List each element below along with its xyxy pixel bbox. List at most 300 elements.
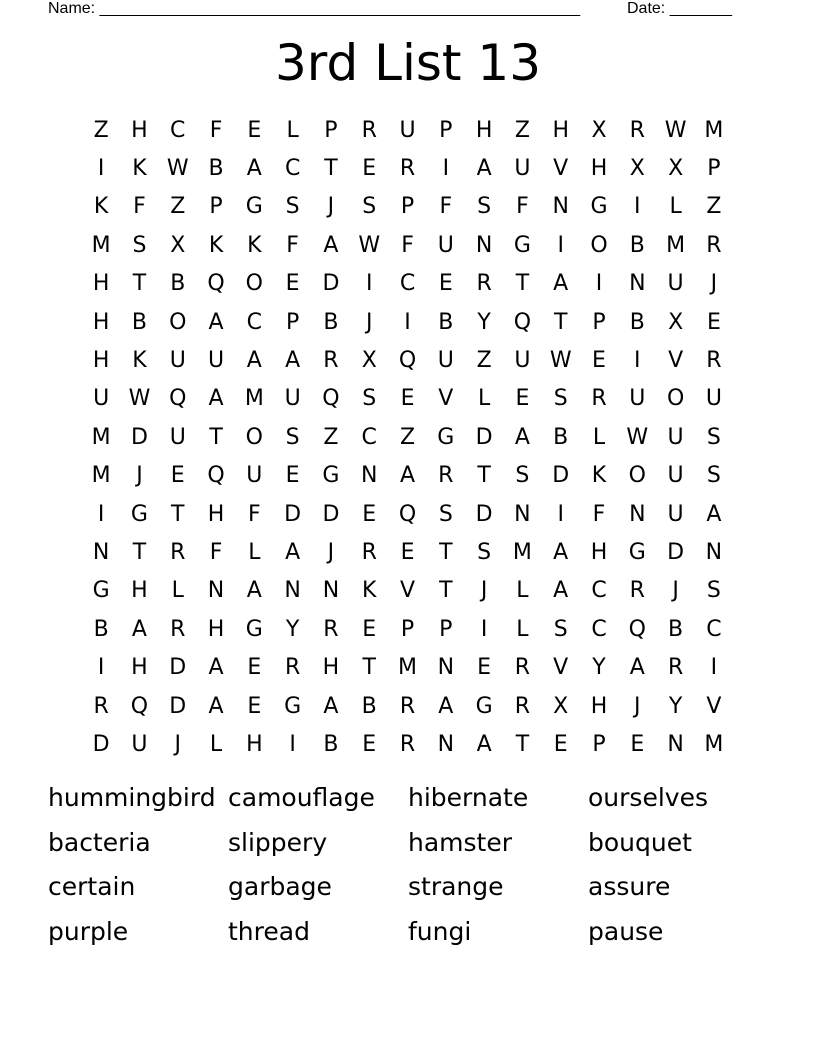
- grid-letter: S: [362, 194, 377, 220]
- grid-letter: R: [667, 655, 684, 681]
- grid-letter: A: [323, 232, 339, 258]
- grid-letter: W: [626, 424, 649, 450]
- grid-letter: H: [131, 117, 148, 143]
- word-list: [48, 778, 768, 956]
- grid-letter: Y: [477, 309, 491, 335]
- grid-letter: N: [92, 539, 110, 565]
- grid-letter: M: [512, 539, 532, 565]
- word-list-item: slippery: [228, 827, 328, 857]
- grid-letter: L: [171, 578, 184, 604]
- grid-letter: T: [515, 271, 530, 297]
- grid-letter: G: [130, 501, 148, 527]
- grid-letter: A: [246, 578, 262, 604]
- grid-letter: E: [362, 156, 377, 182]
- grid-letter: B: [323, 309, 339, 335]
- word-list-item: ourselves: [588, 783, 708, 812]
- grid-letter: U: [437, 348, 454, 374]
- grid-letter: M: [704, 731, 724, 757]
- grid-letter: A: [399, 463, 416, 489]
- grid-letter: R: [399, 156, 416, 182]
- grid-letter: B: [93, 616, 109, 642]
- grid-letter: P: [592, 731, 606, 757]
- grid-letter: D: [169, 693, 187, 719]
- grid-letter: G: [475, 693, 493, 719]
- word-list-item: camouflage: [228, 783, 375, 812]
- grid-letter: A: [514, 424, 530, 450]
- grid-letter: D: [552, 463, 570, 489]
- grid-letter: D: [475, 501, 493, 527]
- grid-letter: Y: [668, 693, 683, 719]
- grid-letter: Q: [628, 616, 646, 642]
- grid-letter: E: [438, 271, 453, 297]
- grid-letter: O: [590, 232, 608, 258]
- grid-letter: L: [669, 194, 682, 220]
- name-field: Name: ______________________________________________________: [48, 0, 581, 17]
- word-list-item: bouquet: [588, 827, 692, 857]
- grid-letter: U: [169, 348, 186, 374]
- grid-letter: V: [553, 156, 569, 182]
- grid-letter: B: [131, 309, 147, 335]
- grid-letter: R: [361, 117, 377, 143]
- grid-letter: A: [706, 501, 722, 527]
- grid-letter: X: [668, 309, 684, 335]
- grid-letter: R: [170, 616, 186, 642]
- grid-letter: E: [706, 309, 721, 335]
- grid-letter: J: [174, 731, 181, 757]
- grid-letter: T: [132, 271, 147, 297]
- grid-letter: A: [285, 539, 301, 565]
- grid-letter: I: [404, 309, 411, 335]
- grid-letter: Q: [398, 501, 417, 527]
- grid-letter: V: [668, 348, 684, 374]
- grid-letter: R: [514, 655, 531, 681]
- grid-letter: A: [208, 655, 224, 681]
- grid-letter: B: [629, 232, 645, 258]
- grid-letter: B: [208, 156, 224, 182]
- grid-letter: H: [322, 655, 340, 681]
- grid-letter: A: [246, 348, 262, 374]
- grid-letter: J: [327, 194, 335, 220]
- grid-letter: J: [672, 578, 679, 604]
- grid-letter: P: [439, 117, 453, 143]
- grid-letter: A: [285, 348, 301, 374]
- grid-letter: E: [170, 463, 185, 489]
- grid-letter: U: [667, 424, 684, 450]
- grid-letter: F: [286, 232, 299, 258]
- grid-letter: F: [248, 501, 261, 527]
- grid-letter: I: [634, 348, 641, 374]
- grid-letter: A: [246, 156, 262, 182]
- grid-letter: P: [324, 117, 338, 143]
- grid-letter: G: [322, 463, 340, 489]
- grid-letter: J: [480, 578, 488, 604]
- grid-letter: L: [516, 578, 529, 604]
- grid-letter: Q: [207, 463, 225, 489]
- grid-letter: J: [365, 309, 373, 335]
- grid-letter: A: [476, 731, 492, 757]
- grid-letter: N: [207, 578, 225, 604]
- grid-letter: K: [93, 194, 109, 220]
- grid-letter: C: [170, 117, 186, 143]
- grid-letter: Z: [323, 424, 339, 450]
- word-list-item: assure: [588, 872, 671, 901]
- grid-letter: S: [706, 578, 721, 604]
- grid-letter: O: [245, 271, 263, 297]
- grid-letter: A: [553, 578, 569, 604]
- grid-letter: C: [591, 616, 607, 642]
- grid-letter: S: [706, 463, 721, 489]
- grid-letter: F: [439, 194, 453, 220]
- grid-letter: B: [361, 693, 377, 719]
- grid-letter: V: [399, 578, 416, 604]
- grid-letter: H: [552, 117, 569, 143]
- grid-letter: R: [361, 539, 377, 565]
- grid-letter: R: [399, 731, 416, 757]
- grid-letter: K: [208, 232, 224, 258]
- grid-letter: E: [592, 348, 606, 374]
- grid-letter: U: [93, 386, 110, 412]
- grid-letter: X: [361, 348, 377, 374]
- grid-letter: R: [706, 232, 722, 258]
- grid-letter: E: [247, 655, 262, 681]
- grid-letter: W: [358, 232, 381, 258]
- grid-letter: U: [399, 117, 416, 143]
- word-list-item: garbage: [228, 872, 332, 901]
- grid-letter: N: [514, 501, 531, 527]
- grid-letter: V: [553, 655, 569, 681]
- word-list-item: purple: [48, 916, 129, 946]
- grid-letter: G: [284, 693, 302, 719]
- grid-letter: X: [170, 232, 186, 258]
- letter-grid: [82, 111, 733, 764]
- grid-letter: Q: [207, 271, 225, 297]
- grid-letter: H: [590, 539, 608, 565]
- grid-letter: R: [323, 616, 339, 642]
- grid-letter: U: [629, 386, 646, 412]
- grid-letter: T: [515, 731, 530, 757]
- grid-letter: G: [513, 232, 531, 258]
- grid-letter: U: [131, 731, 148, 757]
- grid-letter: A: [553, 539, 569, 565]
- grid-letter: S: [515, 463, 530, 489]
- grid-letter: Z: [93, 117, 109, 143]
- grid-letter: T: [439, 578, 453, 604]
- grid-letter: I: [557, 232, 564, 258]
- grid-letter: S: [285, 424, 300, 450]
- grid-letter: D: [322, 271, 340, 297]
- grid-letter: L: [592, 424, 606, 450]
- grid-letter: R: [629, 117, 645, 143]
- grid-letter: Q: [322, 386, 340, 412]
- grid-letter: E: [247, 693, 262, 719]
- grid-letter: N: [629, 501, 646, 527]
- grid-letter: O: [245, 424, 263, 450]
- grid-letter: S: [362, 386, 377, 412]
- grid-letter: X: [591, 117, 607, 143]
- grid-letter: A: [476, 156, 492, 182]
- grid-letter: E: [477, 655, 492, 681]
- grid-letter: U: [437, 232, 454, 258]
- grid-letter: B: [170, 271, 186, 297]
- grid-letter: D: [284, 501, 302, 527]
- grid-letter: Y: [592, 655, 606, 681]
- grid-letter: H: [475, 117, 493, 143]
- grid-letter: B: [553, 424, 569, 450]
- grid-letter: U: [667, 501, 684, 527]
- grid-letter: H: [590, 693, 608, 719]
- grid-letter: F: [516, 194, 529, 220]
- grid-letter: E: [400, 539, 415, 565]
- grid-letter: T: [171, 501, 185, 527]
- grid-letter: P: [439, 616, 453, 642]
- grid-letter: Z: [514, 117, 530, 143]
- grid-letter: Z: [399, 424, 416, 450]
- grid-letter: I: [97, 501, 105, 527]
- grid-letter: N: [284, 578, 301, 604]
- grid-letter: L: [477, 386, 491, 412]
- grid-letter: R: [591, 386, 607, 412]
- grid-letter: I: [97, 156, 105, 182]
- grid-letter: W: [664, 117, 687, 143]
- grid-letter: D: [92, 731, 110, 757]
- grid-letter: L: [248, 539, 261, 565]
- grid-letter: D: [130, 424, 148, 450]
- grid-letter: D: [169, 655, 187, 681]
- grid-letter: R: [323, 348, 339, 374]
- grid-letter: E: [247, 117, 262, 143]
- grid-letter: E: [285, 463, 300, 489]
- grid-letter: H: [207, 501, 225, 527]
- grid-letter: N: [437, 655, 455, 681]
- grid-letter: I: [710, 655, 718, 681]
- grid-letter: O: [628, 463, 646, 489]
- grid-letter: J: [136, 463, 143, 489]
- grid-letter: H: [92, 271, 110, 297]
- grid-letter: J: [710, 271, 718, 297]
- word-list-item: hummingbird: [48, 783, 216, 812]
- word-list-item: fungi: [408, 916, 472, 946]
- grid-letter: T: [324, 156, 338, 182]
- grid-letter: P: [209, 194, 223, 220]
- word-list-item: hibernate: [408, 783, 529, 812]
- grid-letter: N: [629, 271, 646, 297]
- grid-letter: A: [438, 693, 454, 719]
- grid-letter: D: [475, 424, 493, 450]
- grid-letter: R: [93, 693, 109, 719]
- grid-letter: E: [285, 271, 300, 297]
- grid-letter: R: [476, 271, 492, 297]
- grid-letter: L: [286, 117, 299, 143]
- grid-letter: E: [362, 501, 377, 527]
- grid-letter: A: [553, 271, 569, 297]
- grid-letter: M: [91, 424, 111, 450]
- grid-letter: A: [208, 693, 224, 719]
- grid-letter: H: [131, 578, 148, 604]
- grid-letter: U: [667, 463, 684, 489]
- grid-letter: A: [629, 655, 645, 681]
- word-list-item: strange: [408, 872, 504, 901]
- page-title: 3rd List 13: [274, 34, 542, 92]
- grid-letter: Q: [513, 309, 532, 335]
- grid-letter: C: [706, 616, 722, 642]
- grid-letter: G: [590, 194, 608, 220]
- grid-letter: Z: [170, 194, 186, 220]
- grid-letter: U: [705, 386, 722, 412]
- grid-letter: W: [128, 386, 151, 412]
- grid-letter: J: [634, 693, 641, 719]
- grid-letter: T: [132, 539, 147, 565]
- grid-letter: S: [553, 386, 568, 412]
- grid-letter: K: [591, 463, 607, 489]
- grid-letter: C: [284, 156, 301, 182]
- grid-letter: S: [477, 539, 492, 565]
- word-list-item: certain: [48, 872, 136, 901]
- grid-letter: S: [477, 194, 492, 220]
- grid-letter: H: [590, 156, 608, 182]
- grid-letter: K: [362, 578, 377, 604]
- header-fields: [48, 0, 748, 20]
- grid-letter: A: [131, 616, 147, 642]
- grid-letter: R: [629, 578, 645, 604]
- grid-letter: R: [284, 655, 301, 681]
- grid-letter: U: [169, 424, 186, 450]
- grid-letter: S: [132, 232, 147, 258]
- word-list-item: hamster: [408, 827, 513, 857]
- grid-letter: H: [207, 616, 225, 642]
- grid-letter: Z: [706, 194, 722, 220]
- grid-letter: X: [668, 156, 684, 182]
- grid-letter: M: [666, 232, 686, 258]
- grid-letter: N: [705, 539, 723, 565]
- grid-letter: A: [208, 309, 224, 335]
- grid-letter: Q: [130, 693, 149, 719]
- grid-letter: T: [477, 463, 491, 489]
- grid-letter: P: [400, 194, 415, 220]
- grid-letter: I: [480, 616, 488, 642]
- grid-letter: E: [630, 731, 645, 757]
- grid-letter: C: [246, 309, 263, 335]
- grid-letter: F: [133, 194, 146, 220]
- grid-letter: I: [289, 731, 296, 757]
- grid-letter: M: [704, 117, 724, 143]
- grid-letter: N: [667, 731, 684, 757]
- word-list-item: bacteria: [48, 827, 151, 857]
- grid-letter: E: [400, 386, 415, 412]
- grid-letter: M: [91, 463, 111, 489]
- grid-letter: H: [92, 309, 110, 335]
- grid-letter: P: [285, 309, 300, 335]
- grid-letter: K: [247, 232, 262, 258]
- date-field: Date: _______: [627, 0, 732, 17]
- grid-letter: C: [361, 424, 377, 450]
- grid-letter: B: [438, 309, 454, 335]
- grid-letter: S: [706, 424, 721, 450]
- grid-letter: U: [667, 271, 684, 297]
- grid-letter: X: [629, 156, 645, 182]
- grid-letter: U: [514, 156, 531, 182]
- grid-letter: X: [553, 693, 569, 719]
- grid-letter: N: [475, 232, 493, 258]
- grid-letter: Q: [398, 348, 417, 374]
- grid-letter: I: [442, 156, 450, 182]
- grid-letter: T: [439, 539, 453, 565]
- grid-letter: G: [437, 424, 455, 450]
- grid-letter: R: [170, 539, 186, 565]
- grid-letter: C: [399, 271, 416, 297]
- grid-letter: N: [322, 578, 340, 604]
- grid-letter: N: [552, 194, 569, 220]
- grid-letter: G: [92, 578, 110, 604]
- grid-letter: E: [515, 386, 530, 412]
- grid-letter: I: [557, 501, 564, 527]
- grid-letter: R: [438, 463, 454, 489]
- grid-letter: O: [666, 386, 685, 412]
- grid-letter: H: [92, 348, 110, 374]
- grid-letter: L: [209, 731, 223, 757]
- grid-letter: K: [132, 156, 147, 182]
- grid-letter: E: [553, 731, 568, 757]
- grid-letter: D: [322, 501, 340, 527]
- grid-letter: H: [131, 655, 148, 681]
- grid-letter: B: [629, 309, 645, 335]
- grid-letter: R: [706, 348, 722, 374]
- grid-letter: S: [438, 501, 453, 527]
- grid-letter: U: [284, 386, 301, 412]
- grid-letter: A: [208, 386, 224, 412]
- grid-letter: W: [549, 348, 572, 374]
- grid-letter: U: [246, 463, 263, 489]
- grid-letter: V: [706, 693, 722, 719]
- grid-letter: R: [514, 693, 531, 719]
- grid-letter: Z: [476, 348, 492, 374]
- grid-letter: K: [132, 348, 147, 374]
- word-list-item: pause: [588, 916, 664, 946]
- grid-letter: U: [207, 348, 225, 374]
- grid-letter: B: [323, 731, 339, 757]
- grid-letter: P: [592, 309, 606, 335]
- grid-letter: F: [209, 117, 223, 143]
- grid-letter: I: [97, 655, 105, 681]
- grid-letter: M: [244, 386, 264, 412]
- grid-letter: T: [553, 309, 568, 335]
- grid-letter: H: [246, 731, 263, 757]
- grid-letter: G: [628, 539, 646, 565]
- grid-letter: O: [169, 309, 187, 335]
- grid-letter: A: [323, 693, 339, 719]
- grid-letter: P: [400, 616, 415, 642]
- grid-letter: U: [514, 348, 531, 374]
- grid-letter: E: [362, 616, 377, 642]
- grid-letter: V: [438, 386, 454, 412]
- grid-letter: Y: [285, 616, 300, 642]
- word-list-item: thread: [228, 916, 310, 946]
- grid-letter: N: [360, 463, 378, 489]
- grid-letter: I: [634, 194, 641, 220]
- grid-letter: R: [399, 693, 416, 719]
- grid-letter: B: [668, 616, 684, 642]
- grid-letter: Q: [169, 386, 187, 412]
- grid-letter: N: [437, 731, 455, 757]
- grid-letter: G: [245, 616, 263, 642]
- grid-letter: C: [591, 578, 607, 604]
- grid-letter: W: [166, 156, 189, 182]
- grid-letter: F: [401, 232, 414, 258]
- grid-letter: G: [245, 194, 263, 220]
- grid-letter: T: [362, 655, 376, 681]
- grid-letter: J: [327, 539, 335, 565]
- grid-letter: P: [707, 156, 721, 182]
- grid-letter: L: [516, 616, 529, 642]
